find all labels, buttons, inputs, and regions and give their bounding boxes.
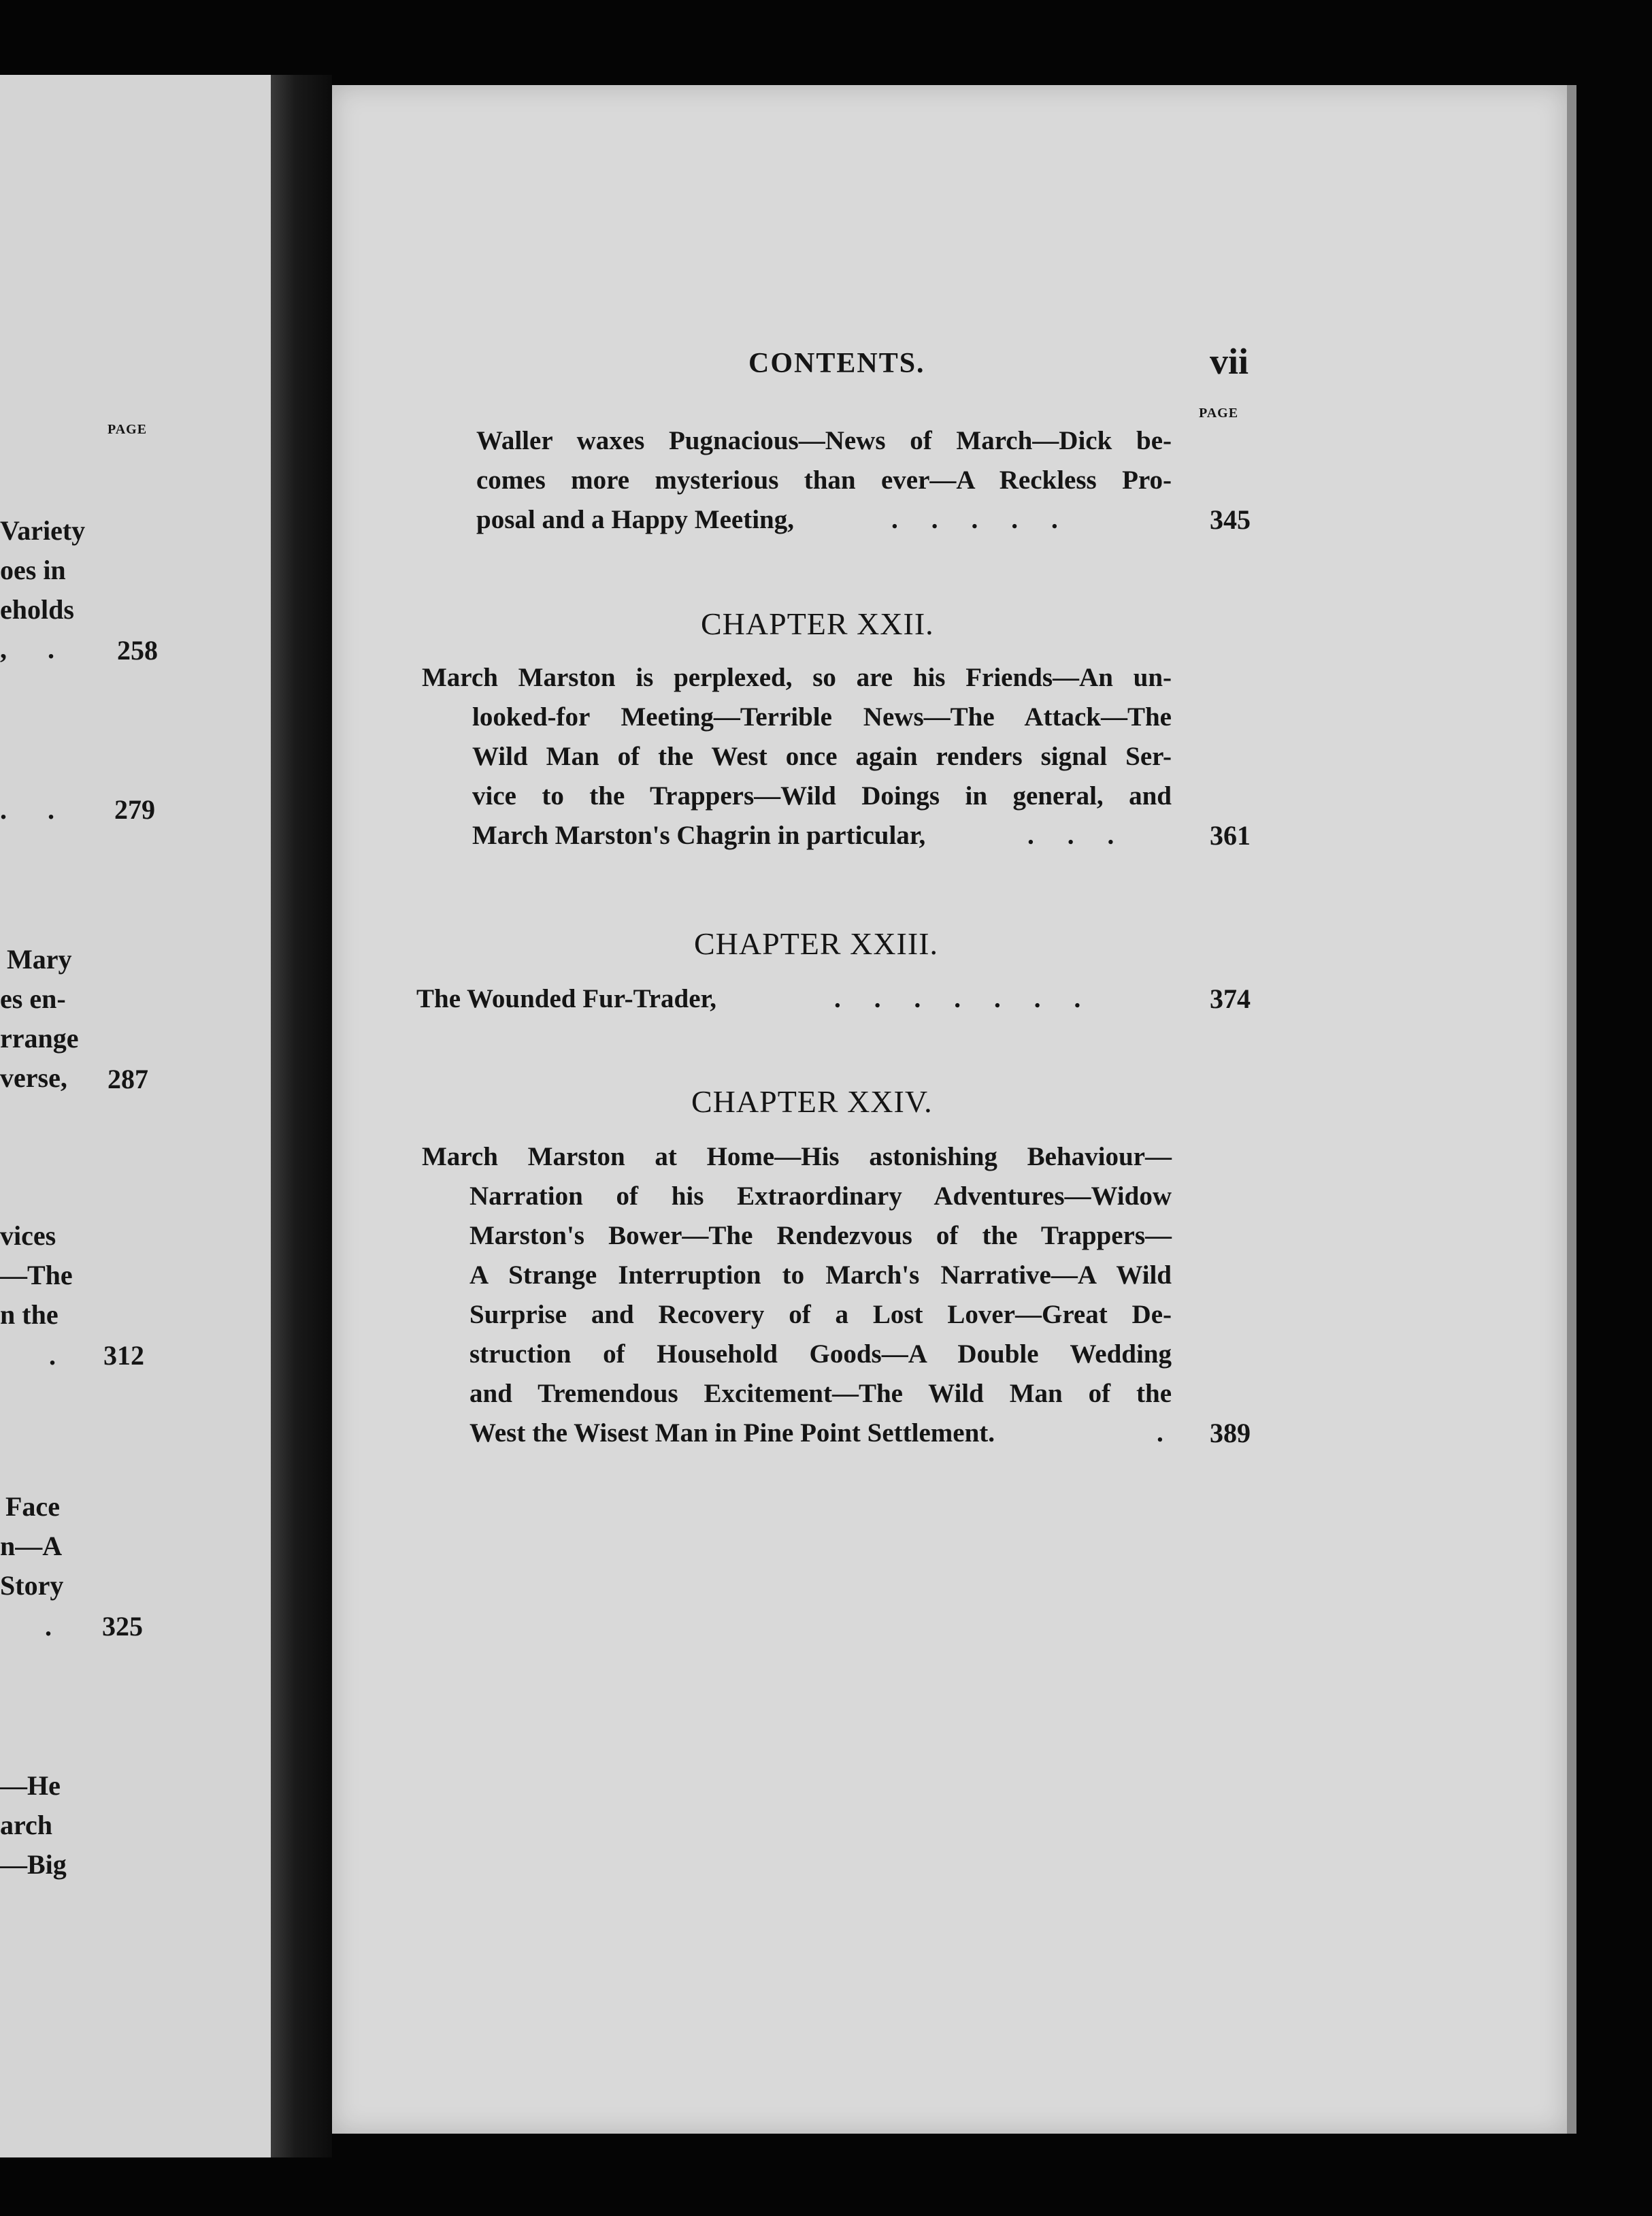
left-page-number: 279 [114,794,155,825]
leader-dots: . . . . . [891,505,1059,534]
left-page-number: 287 [108,1064,148,1094]
toc-page-number: 361 [1210,820,1251,851]
left-line: arch [0,1810,53,1840]
left-line: —He [0,1770,61,1801]
toc-entry-line: Marston's Bower—The Rendezvous of the Trappers— [469,1221,1172,1250]
toc-entry-line: struction of Household Goods—A Double Wedding [469,1339,1172,1369]
left-dot: , [0,634,7,664]
left-line: n the [0,1299,59,1330]
contents-page [332,85,1567,2134]
left-line: Variety [0,515,86,546]
chapter-heading: CHAPTER XXIV. [691,1084,933,1119]
book-gutter [271,75,332,2157]
left-dot: . [48,794,54,825]
toc-entry-line: The Wounded Fur-Trader, [416,984,716,1013]
toc-entry-line: A Strange Interruption to March's Narrative—A Wild [469,1260,1172,1290]
leader-dots: . [1157,1418,1165,1448]
toc-entry-line: Surprise and Recovery of a Lost Lover—Great De- [469,1300,1172,1329]
toc-entry-line: Waller waxes Pugnacious—News of March—Dick be- [476,426,1172,455]
left-page-number: 325 [102,1611,143,1642]
left-line: Story [0,1570,64,1601]
left-page-number: 312 [103,1340,144,1371]
left-line: eholds [0,594,74,625]
chapter-heading: CHAPTER XXII. [701,606,934,641]
leader-dots: . . . [1027,821,1116,850]
toc-entry-line: comes more mysterious than ever—A Reckless Pro- [476,466,1172,495]
left-line: oes in [0,555,66,585]
left-line: —Big [0,1849,67,1880]
toc-entry-line: March Marston is perplexed, so are his Friends—An un- [422,663,1172,692]
left-line: Face [5,1491,60,1522]
folio-number: vii [1210,341,1249,382]
toc-page-number: 345 [1210,504,1251,535]
page-column-label: PAGE [1199,406,1239,421]
left-dot: . [0,794,7,825]
left-line: rrange [0,1023,79,1054]
left-facing-page [0,75,271,2157]
chapter-heading: CHAPTER XXIII. [694,926,938,961]
leader-dots: . . . . . . . [834,984,1083,1013]
left-line: Mary [7,944,72,975]
left-line: es en- [0,983,66,1014]
running-head-title: CONTENTS. [748,348,925,379]
toc-entry-line: West the Wisest Man in Pine Point Settlement. [469,1418,995,1448]
toc-entry-line: looked-for Meeting—Terrible News—The Attack—The [472,702,1172,732]
toc-entry-line: March Marston's Chagrin in particular, [472,821,926,850]
left-line: —The [0,1260,73,1290]
toc-entry-line: Narration of his Extraordinary Adventures—Widow [469,1182,1172,1211]
toc-entry-line: posal and a Happy Meeting, [476,505,794,534]
page-edge [1567,85,1576,2134]
toc-entry-line: vice to the Trappers—Wild Doings in general, and [472,781,1172,811]
toc-page-number: 389 [1210,1418,1251,1448]
left-line: n—A [0,1531,63,1561]
left-dot: . [45,1611,52,1642]
toc-entry-line: Wild Man of the West once again renders signal Ser- [472,742,1172,771]
left-line: verse, [0,1062,67,1093]
toc-page-number: 374 [1210,983,1251,1014]
toc-entry-line: March Marston at Home—His astonishing Behaviour— [422,1142,1172,1171]
left-page-label: PAGE [108,422,148,437]
left-page-number: 258 [117,635,158,666]
left-dot: . [48,634,54,664]
toc-entry-line: and Tremendous Excitement—The Wild Man of the [469,1379,1172,1408]
left-dot: . [49,1340,56,1371]
left-line: vices [0,1220,56,1251]
